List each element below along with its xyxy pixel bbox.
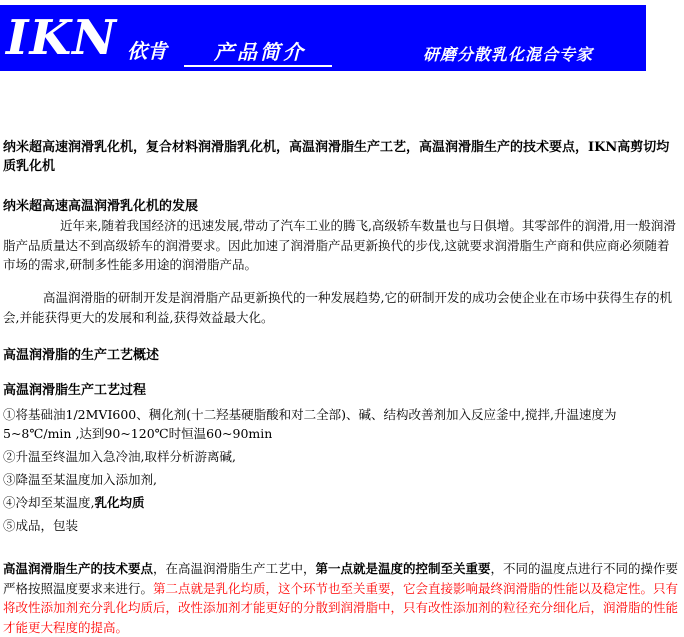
section1-para1-text: 近年来,随着我国经济的迅速发展,带动了汽车工业的腾飞,高级轿车数量也与日俱增。其零部件的润滑,用一般润滑脂产品质量达不到高级轿车的润滑要求。因此加速了润滑脂产品更新换代的步伐,这就要求润滑脂生产商和供应商必须随着市场的需求,研制多性能多用途的润滑脂产品。 <box>3 218 676 272</box>
process-step-1: ①将基础油1/2MVI600、稠化剂(十二羟基硬脂酸和对二全部)、碱、结构改善剂加入反应釜中,搅拌,升温速度为5~8℃/min ,达到90~120℃时恒温60~90min <box>3 407 617 441</box>
section4-point1-text: ，不同的温度点进行不同的操作要严格按照温度要求来进行。 <box>3 561 679 596</box>
process-step-4 <box>3 493 679 512</box>
section4-paragraph <box>3 559 679 637</box>
banner-subtitle <box>214 40 306 64</box>
section1-title: 纳米超高速高温润滑乳化机的发展 <box>3 199 199 214</box>
page-headline: 纳米超高速润滑乳化机，复合材料润滑脂乳化机，高温润滑脂生产工艺，高温润滑脂生产的技术要点，IKN高剪切均质乳化机 <box>3 140 670 174</box>
section4-lead-text: ，在高温润滑脂生产工艺中， <box>153 561 316 576</box>
process-step-2: ②升温至终温加入急冷油,取样分析游离碱, <box>3 449 236 464</box>
section1-para2 <box>3 288 679 327</box>
section3-title: 高温润滑脂生产工艺过程 <box>3 383 147 398</box>
process-step-4-text: ④冷却至某温度, <box>3 495 95 510</box>
header-banner <box>0 5 646 71</box>
process-step-4-bold: 乳化均质 <box>94 495 145 510</box>
ikn-logo: IKN <box>6 10 118 66</box>
section1-para1 <box>3 216 679 275</box>
section4-point1: 第一点就是温度的控制至关重要 <box>315 561 491 576</box>
section2-title: 高温润滑脂的生产工艺概述 <box>3 348 160 363</box>
process-step-3: ③降温至某温度加入添加剂, <box>3 472 157 487</box>
banner-underline <box>184 65 332 67</box>
process-step-5: ⑤成品，包装 <box>3 518 79 533</box>
brand-name: 依肯 <box>127 39 167 63</box>
banner-slogan: 研磨分散乳化混合专家 <box>423 45 594 64</box>
banner-subtitle-text: 产品简介 <box>214 40 306 64</box>
section4-point2: 第二点就是乳化均质，这个环节也至关重要，它会直接影响最终润滑脂的性能以及稳定性。只有将改性添加剂充分乳化均质后，改性添加剂才能更好的分散到润滑脂中，只有改性添加剂的粒径充分细化后，润滑脂的性能才能更大程度的提高。 <box>3 580 679 635</box>
section4-lead: 高温润滑脂生产的技术要点 <box>3 561 154 576</box>
section1-para2-text: 高温润滑脂的研制开发是润滑脂产品更新换代的一种发展趋势,它的研制开发的成功会使企业在市场中获得生存的机会,并能获得更大的发展和利益,获得效益最大化。 <box>3 290 672 325</box>
